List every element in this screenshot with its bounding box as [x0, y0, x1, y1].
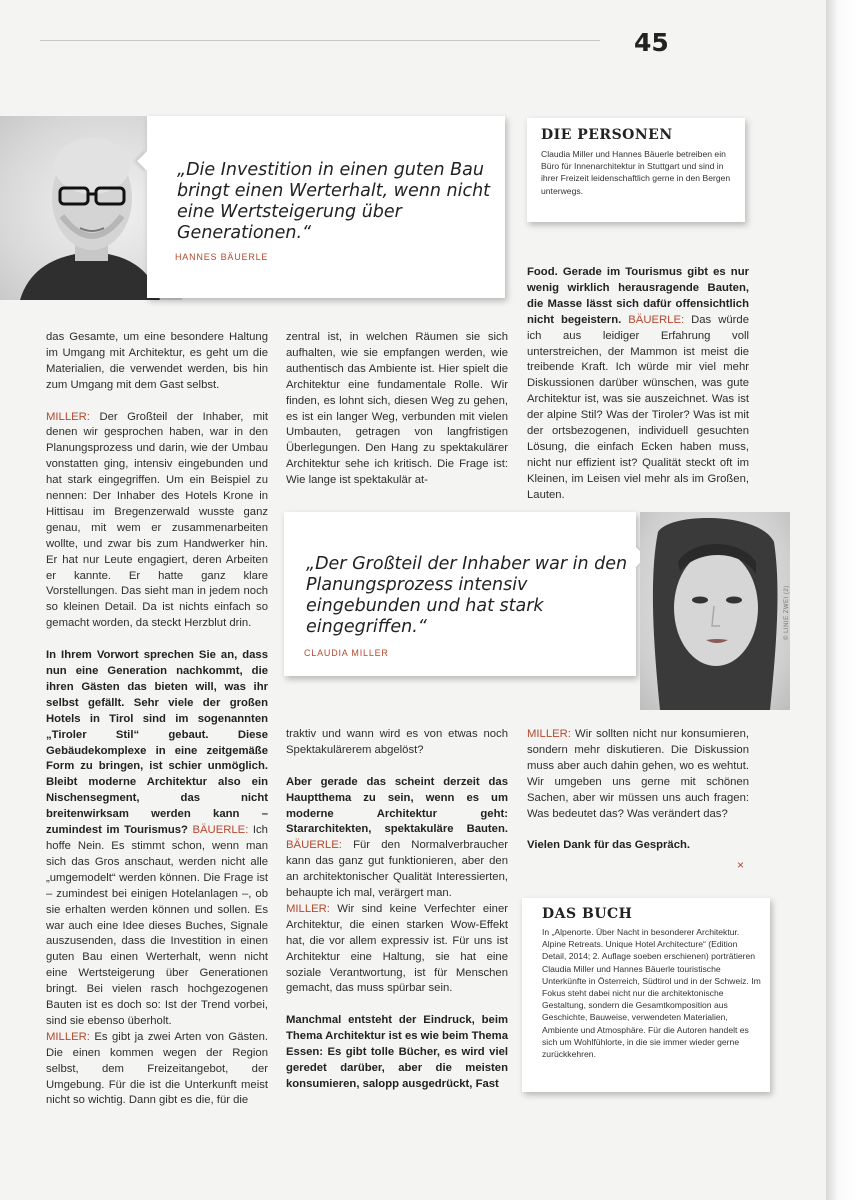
paragraph [527, 838, 749, 854]
pull-quote-baeuerle [147, 116, 505, 298]
header-rule [40, 40, 600, 41]
pull-quote-text: „Die Investition in einen guten Bau bringt einen Werterhalt, wenn nicht eine Wertsteigerung über Generationen.“ [177, 160, 491, 243]
answer-text: Das würde ich aus leidiger Erfahrung voll unterstreichen, der Mammon ist meist die treibende Kraft. Ich würde mir viel mehr Diskussionen darüber wünschen, was gute Architektur ist, was sie auszeichnet. Was ist der alpine Stil? Was der Tiroler? Was ist mit der ortsbezogenen, individuell gesuchten Lösung, die einfach Ecken haben muss, nicht nur effizient ist? Qualität steckt oft im Kleinen, im Leisen viel mehr als im Großen, Lauten. [527, 313, 749, 501]
speaker-label: MILLER: [527, 728, 571, 740]
sidebar-title: DAS BUCH [542, 906, 633, 922]
sidebar-die-personen [527, 118, 745, 222]
sidebar-text: Claudia Miller und Hannes Bäuerle betreiben ein Büro für Innenarchitektur in Stuttgart und sind in ihrer Freizeit leidenschaftlich gerne in den Bergen unterwegs. [541, 149, 731, 196]
article-column-5 [527, 727, 749, 854]
sidebar-text: In „Alpenorte. Über Nacht in besonderer Architektur. Alpine Retreats. Unique Hotel Architecture“ (Edition Detail, 2014; 2. Auflage soeben erschienen) porträtieren Claudia Miller und Hannes Bäuerle touristische Unterkünfte in Österreich, Südtirol und in der Schweiz. Im Fokus steht dabei nicht nur die architektonische Gestaltung, sondern die Gesamtkomposition aus Geschichte, Bauweise, verwendeten Materialien, Ambiente und Atmosphäre. Für die Autoren handelt es sich um Wohlfühlorte, in die sie immer wieder gerne zurückkehren. [542, 927, 761, 1060]
closing-line: Vielen Dank für das Gespräch. [527, 839, 691, 852]
pull-quote-author: HANNES BÄUERLE [175, 252, 269, 262]
answer-text: Wir sollten nicht nur konsumieren, sondern mehr diskutieren. Die Diskussion muss aber auch dahin gehen, wo es wehtut. Wir umgeben uns gerne mit schönen Sachen, aber wir müssen uns auch fragen: Was bedeutet das? Was verändert das? [527, 728, 749, 820]
sidebar-das-buch [522, 898, 770, 1092]
answer-text: Es gibt ja zwei Arten von Gästen. Die einen kommen wegen der Region selbst, dem Freizeitangebot, der Umgebung. Für die ist die Unterkunft meist nicht so wichtig. Dann gibt es die, für die [46, 1030, 268, 1107]
speaker-label: BÄUERLE: [187, 824, 249, 837]
article-column-1 [46, 330, 268, 1109]
paragraph: das Gesamte, um eine besondere Haltung im Umgang mit Architektur, es geht um die Materialien, die verwendet werden, bis hin zum Umgang mit dem Gast selbst. [46, 331, 268, 391]
speaker-label: MILLER: [46, 410, 90, 423]
paragraph [46, 648, 268, 1109]
page-number: 45 [634, 28, 669, 57]
paragraph [527, 265, 749, 504]
answer-text: Der Großteil der Inhaber, mit denen wir gesprochen haben, war in den Planungsprozess und darin, wie der Umbau vonstatten ging, intensiv eingebunden und hat stark eingegriffen. Um ein Beispiel zu nennen: Der Inhaber des Hotels Krone in Hittisau im Bregenzerwald wusste ganz genau, mit wem er zusammenarbeiten wollte, und zwar bis zum Handwerker hin. Er hat nur Leute engagiert, deren Arbeiten er kannte. Er hatte ganz klare Vorstellungen. Das sieht man in jedem noch so kleinen Detail. Da ist nichts einfach so gemacht worden, da steckt Herzblut drin. [46, 410, 268, 630]
paragraph: traktiv und wann wird es von etwas noch Spektakulärerem abgelöst? [286, 728, 508, 756]
article-column-3 [527, 265, 749, 504]
article-end-mark: × [737, 858, 745, 872]
answer-text: Wir sind keine Verfechter einer Architektur, die einen starken Wow-Effekt hat, die vor allem expressiv ist. Für uns ist Architektur eine Haltung, sie hat eine soziale Verantwortung, ist für Menschen gemacht, das muss spürbar sein. [286, 902, 508, 995]
pull-quote-text: „Der Großteil der Inhaber war in den Planungsprozess intensiv eingebunden und hat stark eingegriffen.“ [306, 554, 628, 637]
paragraph [46, 410, 268, 633]
sidebar-title: DIE PERSONEN [541, 127, 673, 143]
interview-question: Food. Gerade im Tourismus gibt es nur wenig wirklich herausragende Bauten, die Masse lässt sich dafür offensichtlich nicht begeistern. [527, 266, 749, 326]
article-column-4 [286, 727, 508, 1093]
paragraph [286, 1013, 508, 1093]
paragraph [286, 775, 508, 998]
paragraph [527, 727, 749, 822]
speaker-label: MILLER: [46, 1030, 90, 1043]
photo-credit: © LINIE ZWEI (2) [784, 585, 790, 640]
portrait-claudia-miller [640, 512, 790, 710]
paragraph: zentral ist, in welchen Räumen sie sich aufhalten, wie sie empfangen werden, wie authentisch das Ambiente ist. Hier spielt die Architektur eine fundamentale Rolle. Wir finden, es lohnt sich, diesen Weg zu gehen, es ist ein langer Weg, verbunden mit vielen Umbauten, getragen von langfristigen Überlegungen. Den Hang zu spektakulärer Architektur sehe ich kritisch. Die Frage ist: Wie lange ist spektakulär at- [286, 331, 508, 487]
portrait-woman-illustration [640, 512, 790, 710]
page-edge [826, 0, 858, 1200]
interview-question: Manchmal entsteht der Eindruck, beim Thema Architektur ist es wie beim Thema Essen: Es gibt tolle Bücher, es wird viel geredet darüber, aber die meisten konsumieren, salopp ausgedrückt, Fast [286, 1014, 508, 1090]
answer-text: Für den Normalverbraucher kann das ganz gut funktionieren, aber den an architektonischer Qualität Interessierten, behaupte ich mal, verärgert man. [286, 839, 508, 900]
interview-question: In Ihrem Vorwort sprechen Sie an, dass nun eine Generation nachkommt, die ihren Gästen das bieten will, was ihr selbst gefällt. Sehr viele der großen Hotels in Tirol sind im sogenannten „Tiroler Stil“ gebaut. Diese Gebäudekomplexe in eine zeitgemäße Form zu bringen, ist schier unmöglich. Bleibt moderne Architektur also ein Nischensegment, das nicht breitenwirksam werden kann – zumindest im Tourismus? [46, 649, 268, 837]
answer-text: Ich hoffe Nein. Es stimmt schon, wenn man sich das Gros anschaut, werden nicht alle „umgemodelt“ werden können. Die Frage ist – zumindest bei einigen Hotelanlagen –, ob sie erhalten werden können und sollen. Es war auch eine Idee dieses Buches, Signale auszusenden, dass die Investition in einen guten Bau einen Werterhalt, wenn nicht eine Wertsteigerung über Generationen bringt. Bei vielen rasch hochgezogenen Bauten ist es doch so: Ist der Trend vorbei, sind sie ebenso überholt. [46, 824, 268, 1027]
speaker-label: BÄUERLE: [621, 313, 685, 326]
pull-quote-author: CLAUDIA MILLER [304, 648, 389, 658]
speaker-label: MILLER: [286, 902, 330, 915]
speaker-label: BÄUERLE: [286, 839, 342, 852]
article-column-2 [286, 330, 508, 489]
pull-quote-miller [284, 512, 636, 676]
interview-question: Aber gerade das scheint derzeit das Hauptthema zu sein, wenn es um moderne Architektur geht: Stararchitekten, spektakuläre Bauten. [286, 775, 508, 836]
